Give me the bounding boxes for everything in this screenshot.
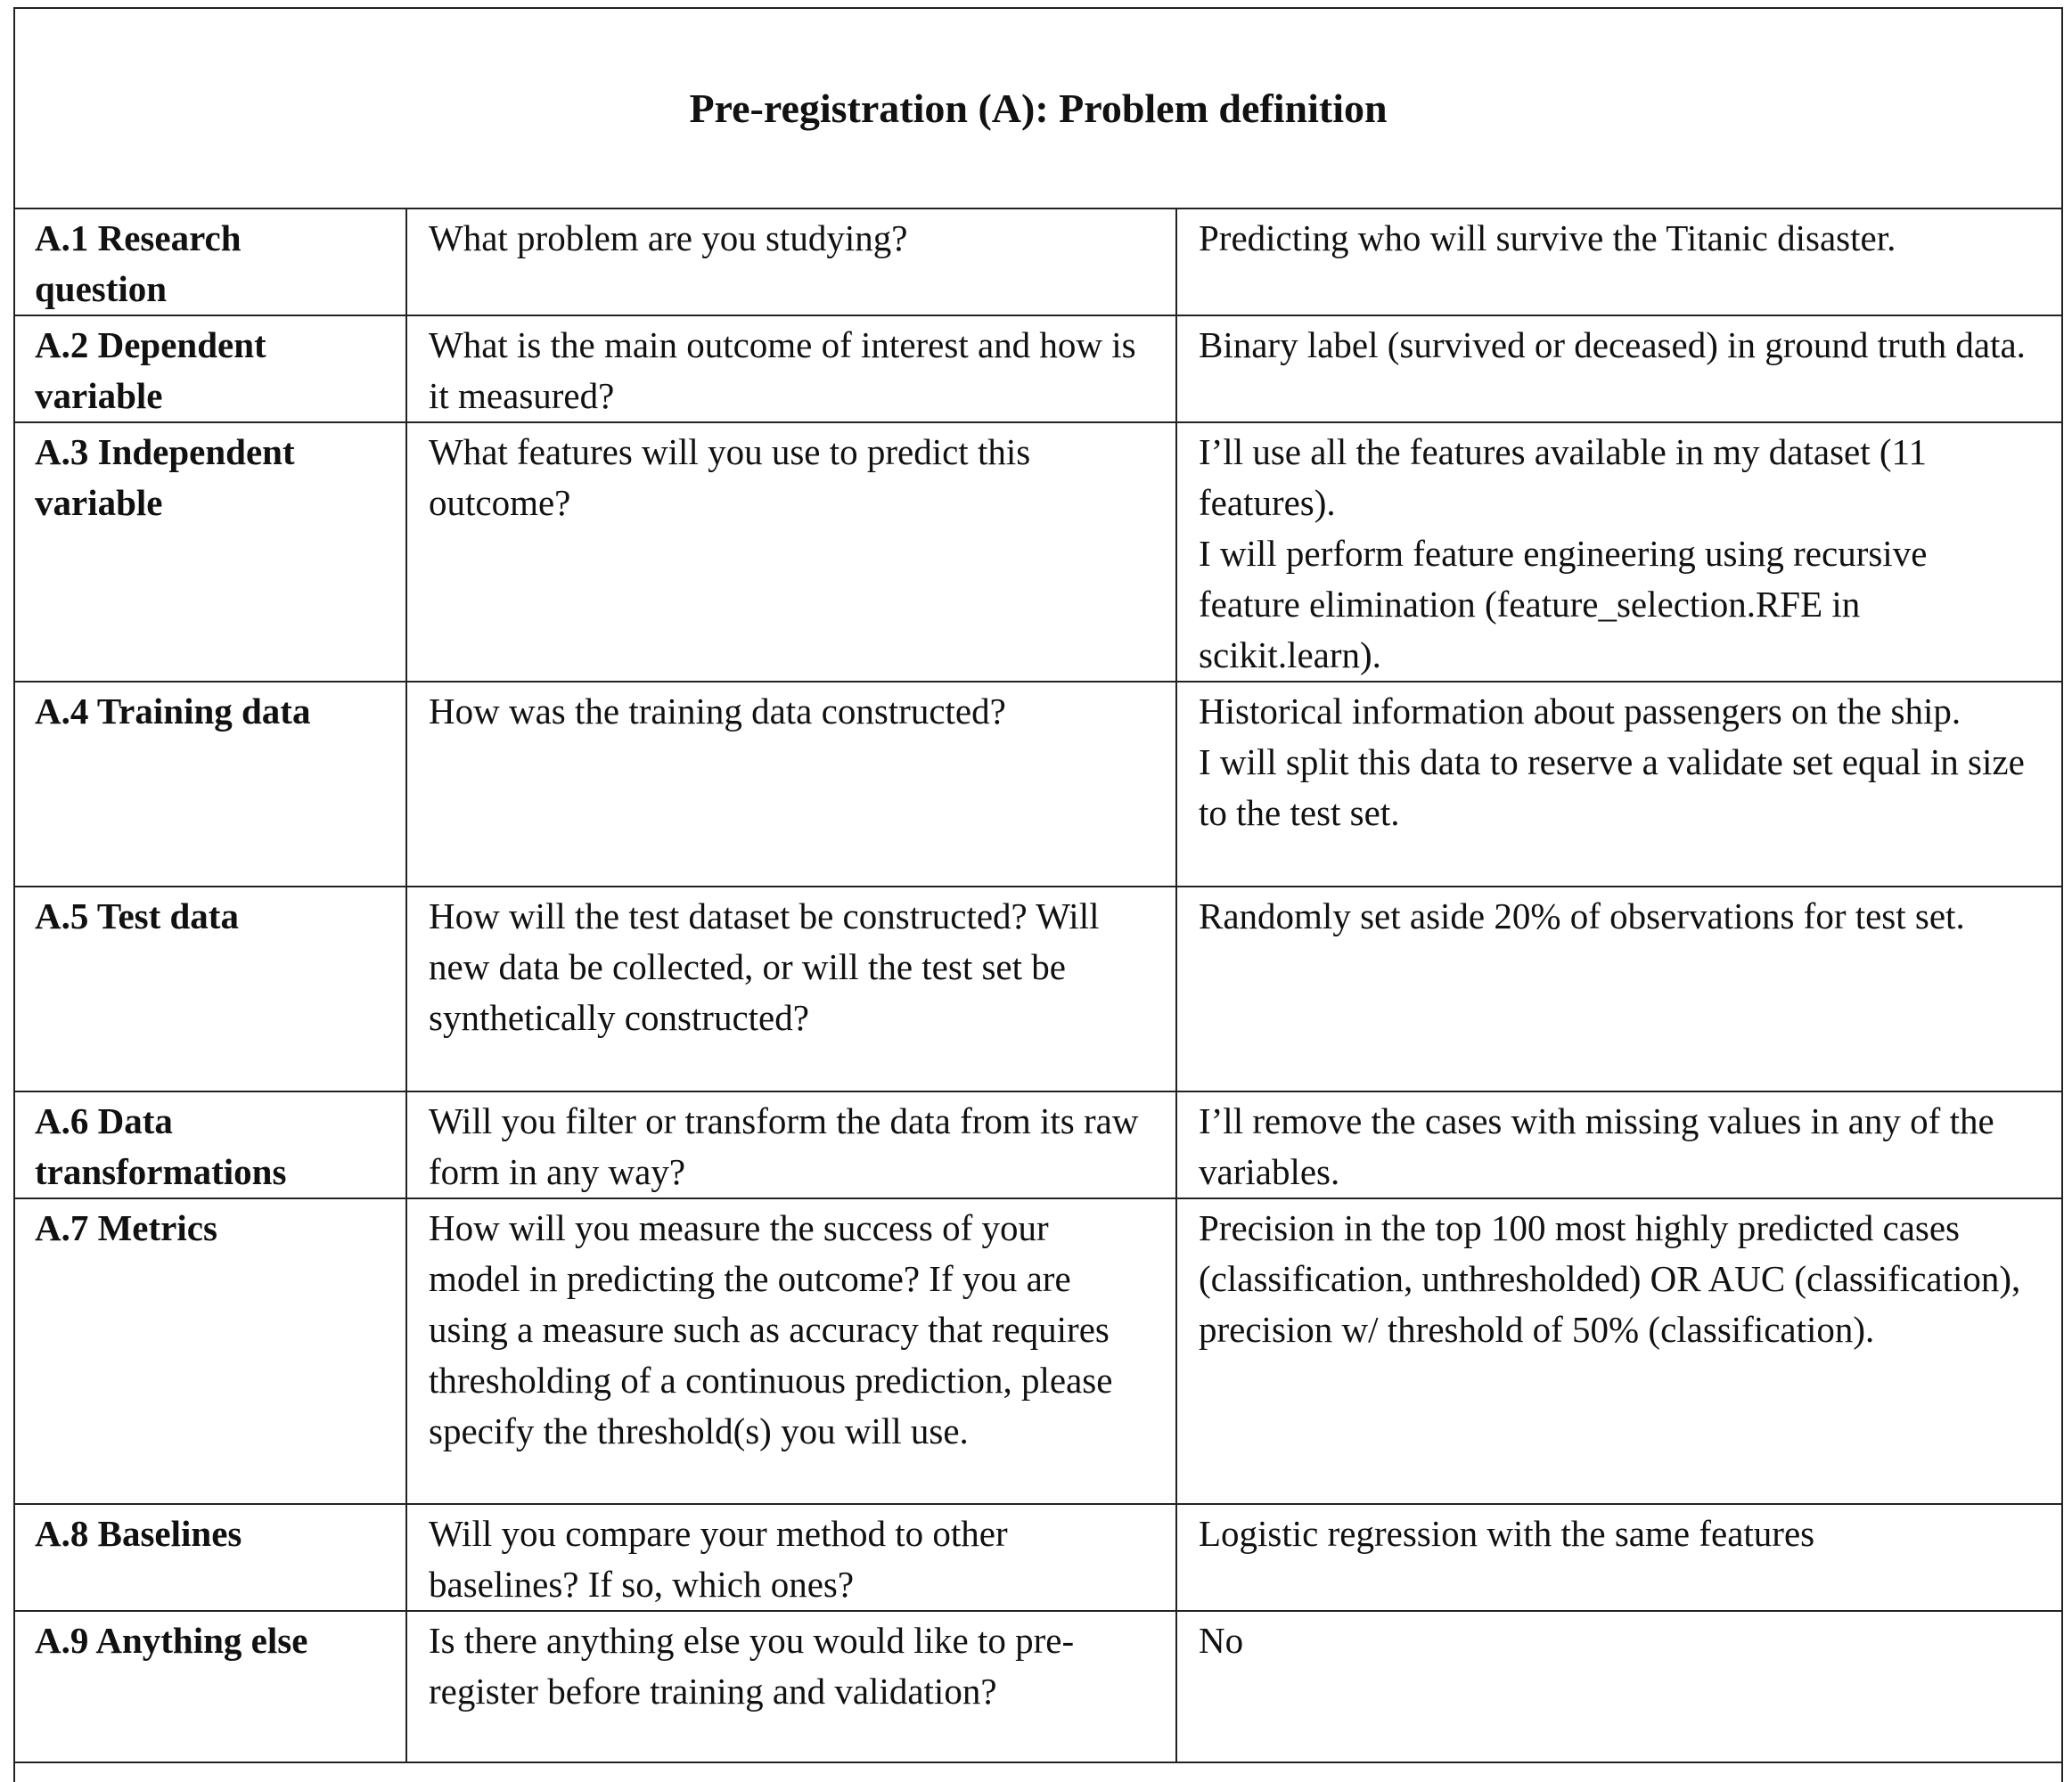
- table-row: [15, 1504, 2061, 1611]
- row-label: A.5 Test data: [15, 887, 406, 1091]
- table-row: [15, 422, 2061, 682]
- row-question: Will you filter or transform the data from its raw form in any way?: [406, 1091, 1176, 1198]
- row-answer: [1176, 682, 2061, 887]
- preregistration-table-frame: [13, 7, 2063, 1782]
- row-question: Is there anything else you would like to pre-register before training and validation?: [406, 1611, 1176, 1762]
- preregistration-table: [15, 208, 2061, 1763]
- answer-line: I will split this data to reserve a validate set equal in size to the test set.: [1199, 741, 2025, 833]
- table-row: [15, 208, 2061, 315]
- row-question: What features will you use to predict this outcome?: [406, 422, 1176, 682]
- row-label: A.3 Independent variable: [15, 422, 406, 682]
- table-row: [15, 1611, 2061, 1762]
- row-question: How will you measure the success of your model in predicting the outcome? If you are using a measure such as accuracy that requires thresholding of a continuous prediction, please specify the threshold(s) you will use.: [406, 1198, 1176, 1504]
- row-label: A.1 Research question: [15, 208, 406, 315]
- answer-line: I’ll remove the cases with missing values in any of the variables.: [1199, 1100, 1994, 1192]
- row-label: A.6 Data transformations: [15, 1091, 406, 1198]
- row-question: What problem are you studying?: [406, 208, 1176, 315]
- table-title: Pre-registration (A): Problem definition: [689, 86, 1388, 131]
- row-answer: [1176, 208, 2061, 315]
- answer-line: I’ll use all the features available in my dataset (11 features).: [1199, 431, 1928, 523]
- row-label: A.7 Metrics: [15, 1198, 406, 1504]
- row-answer: [1176, 1504, 2061, 1611]
- row-answer: [1176, 1198, 2061, 1504]
- answer-line: Predicting who will survive the Titanic disaster.: [1199, 217, 1896, 258]
- row-label: A.2 Dependent variable: [15, 315, 406, 422]
- row-answer: [1176, 422, 2061, 682]
- row-label: A.8 Baselines: [15, 1504, 406, 1611]
- row-answer: [1176, 1091, 2061, 1198]
- answer-line: No: [1199, 1620, 1244, 1661]
- table-row: [15, 682, 2061, 887]
- row-question: Will you compare your method to other baselines? If so, which ones?: [406, 1504, 1176, 1611]
- answer-line: Logistic regression with the same features: [1199, 1513, 1815, 1554]
- row-label: A.9 Anything else: [15, 1611, 406, 1762]
- row-answer: [1176, 887, 2061, 1091]
- answer-line: Randomly set aside 20% of observations for test set.: [1199, 895, 1965, 936]
- answer-line: I will perform feature engineering using recursive feature elimination (feature_selection.RFE in scikit.learn).: [1199, 533, 1928, 675]
- row-question: How was the training data constructed?: [406, 682, 1176, 887]
- row-label: A.4 Training data: [15, 682, 406, 887]
- answer-line: Precision in the top 100 most highly predicted cases (classification, unthresholded) OR AUC (classification), precision w/ threshold of 50% (classification).: [1199, 1207, 2021, 1350]
- table-row: [15, 887, 2061, 1091]
- table-row: [15, 315, 2061, 422]
- row-answer: [1176, 315, 2061, 422]
- answer-line: Binary label (survived or deceased) in ground truth data.: [1199, 324, 2026, 365]
- row-question: What is the main outcome of interest and how is it measured?: [406, 315, 1176, 422]
- row-answer: [1176, 1611, 2061, 1762]
- table-row: [15, 1198, 2061, 1504]
- answer-line: Historical information about passengers on the ship.: [1199, 691, 1961, 732]
- row-question: How will the test dataset be constructed? Will new data be collected, or will the test set be synthetically constructed?: [406, 887, 1176, 1091]
- table-row: [15, 1091, 2061, 1198]
